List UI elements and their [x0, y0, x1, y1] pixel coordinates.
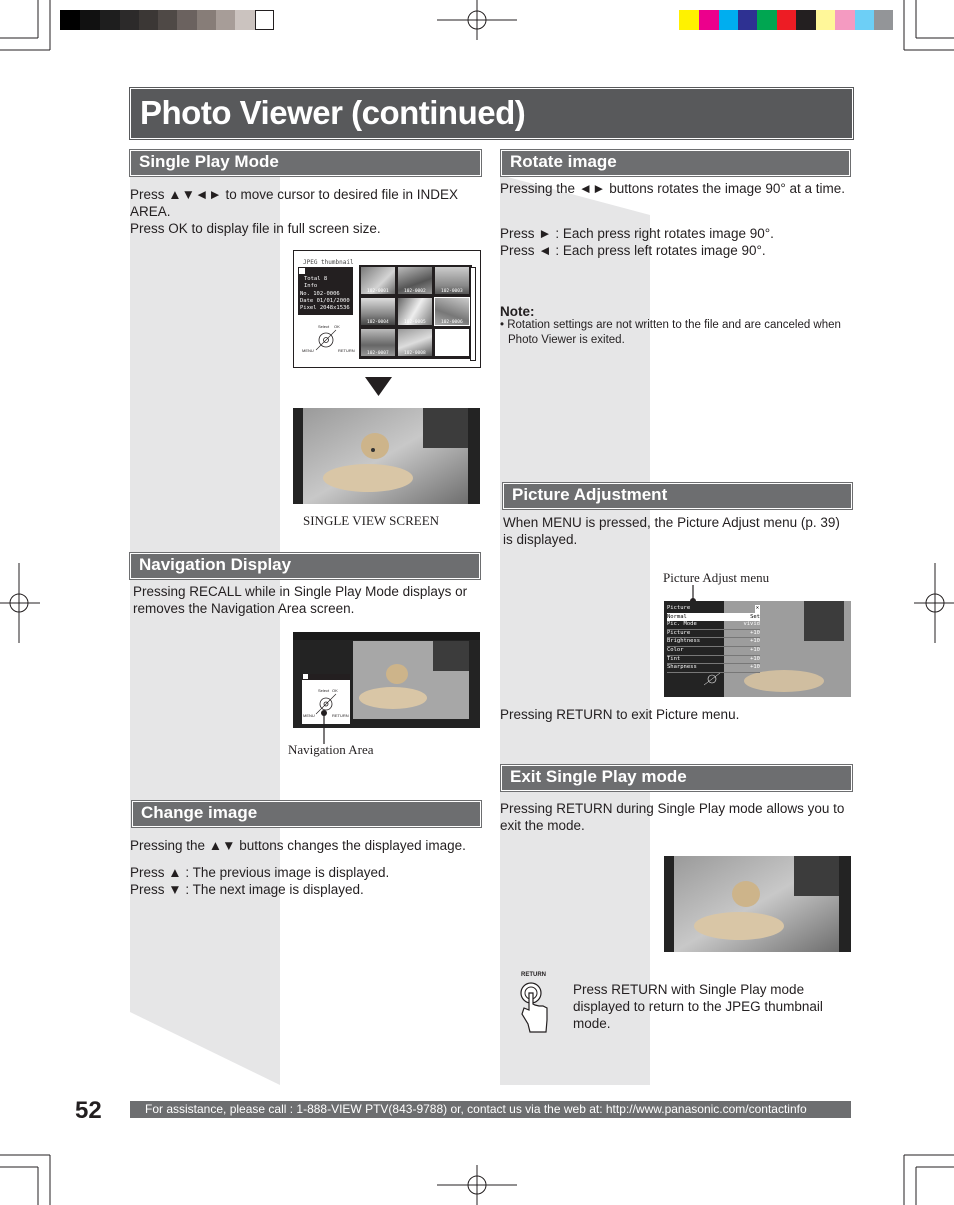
remote-return-label: RETURN [332, 713, 349, 718]
menu-row-value: +10 [750, 638, 760, 645]
remote-nav-diagram [696, 671, 736, 687]
thumbnail-label: 102-0005 [404, 320, 426, 325]
date-value: 01/01/2000 [316, 298, 350, 304]
thumbnail-4[interactable] [361, 298, 395, 325]
menu-row-label: Normal [667, 613, 687, 620]
section-title: Change image [141, 803, 258, 822]
dog-photo-exit [664, 856, 851, 952]
section-rotate-image [501, 150, 850, 176]
menu-row-value: +10 [750, 629, 760, 636]
info-label: Info [304, 283, 318, 289]
dog-photo [293, 408, 480, 504]
navigation-area-pointer [318, 708, 330, 744]
thumbnail-return-screen [664, 856, 851, 952]
thumbnail-2[interactable] [398, 267, 432, 294]
return-button-label: RETURN [521, 972, 546, 978]
rotate-line2: Press ► : Each press right rotates image 90°. [500, 226, 774, 241]
note-text: • Rotation settings are not written to the file and are canceled when Photo Viewer is exited. [500, 319, 841, 346]
single-view-screen [293, 408, 480, 504]
page-header [130, 88, 853, 139]
menu-row-label: Color [667, 646, 684, 653]
no-value: 102-0006 [313, 291, 340, 297]
thumbnail-8[interactable] [398, 329, 432, 356]
picture-menu [667, 605, 760, 673]
thumbnail-7[interactable] [361, 329, 395, 356]
thumbnail-label: 102-0007 [367, 351, 389, 356]
picture-adjust-exit-text: Pressing RETURN to exit Picture menu. [500, 707, 740, 722]
return-button-press-icon[interactable] [516, 980, 552, 1036]
thumbnail-header: JPEG thumbnail [303, 259, 354, 266]
info-panel [298, 267, 353, 315]
remote-return-label: RETURN [338, 348, 355, 353]
rotate-line1: Pressing the ◄► buttons rotates the image 90° at a time. [500, 181, 846, 196]
single-play-line2: Press OK to display file in full screen size. [130, 221, 381, 236]
pixel-value: 2048x1536 [319, 305, 350, 311]
menu-row-label: Tint [667, 655, 681, 662]
remote-ok-label: OK [334, 324, 340, 329]
thumbnail-scrollbar[interactable] [470, 267, 476, 361]
thumbnail-1[interactable] [361, 267, 395, 294]
remote-menu-label: MENU [302, 348, 314, 353]
menu-row-value: +10 [750, 664, 760, 671]
thumbnail-3[interactable] [435, 267, 469, 294]
thumbnail-label: 102-0006 [441, 320, 463, 325]
menu-row[interactable] [667, 621, 760, 630]
thumbnail-label: 102-0008 [404, 351, 426, 356]
thumbnail-label: 102-0004 [367, 320, 389, 325]
single-play-line1: Press ▲▼◄► to move cursor to desired file in INDEX AREA. [130, 187, 459, 219]
picture-adjust-caption: Picture Adjust menu [663, 570, 770, 585]
thumbnail-grid [359, 265, 472, 359]
total-count: Total 8 [304, 276, 328, 282]
menu-row-label: Pic. Mode [667, 621, 697, 628]
thumbnail-label: 102-0003 [441, 289, 463, 294]
section-change-image [132, 801, 481, 827]
remote-select-label: Select [318, 688, 330, 693]
date-label: Date [300, 298, 314, 304]
footer-text: For assistance, please call : 1-888-VIEW PTV(843-9788) or, contact us via the web at: http://www.panasonic.com/contactinfo [145, 1102, 807, 1116]
page-title: Photo Viewer (continued) [140, 94, 526, 131]
folder-icon [303, 674, 308, 679]
section-title: Picture Adjustment [512, 485, 668, 504]
thumbnail-label: 102-0002 [404, 289, 426, 294]
picture-menu-title: Picture [667, 605, 691, 611]
navigation-text: Pressing RECALL while in Single Play Mode displays or removes the Navigation Area screen. [133, 584, 468, 616]
menu-row-value: Set [750, 613, 760, 620]
remote-menu-label: MENU [303, 713, 315, 718]
note-title: Note: [500, 304, 535, 319]
no-label: No. [300, 291, 310, 297]
section-navigation-display [130, 553, 480, 579]
down-arrow-icon [365, 377, 392, 396]
menu-row[interactable] [667, 656, 760, 665]
thumbnail-label: 102-0001 [367, 289, 389, 294]
menu-row-label: Picture [667, 629, 691, 636]
change-image-line3: Press ▼ : The next image is displayed. [130, 882, 364, 897]
menu-row[interactable] [667, 614, 760, 622]
section-picture-adjustment [503, 483, 852, 509]
thumbnail-5[interactable] [398, 298, 432, 325]
pixel-label: Pixel [300, 305, 317, 311]
page-number: 52 [75, 1097, 102, 1124]
section-exit-single-play [501, 765, 852, 791]
single-view-caption: SINGLE VIEW SCREEN [303, 513, 440, 528]
menu-row[interactable] [667, 630, 760, 639]
menu-row[interactable] [667, 647, 760, 656]
thumbnail-empty [435, 329, 469, 356]
menu-row-value: +10 [750, 646, 760, 653]
remote-select-label: Select [318, 324, 330, 329]
jpeg-thumbnail-screen [293, 250, 481, 368]
menu-row[interactable] [667, 638, 760, 647]
close-icon[interactable]: ✕ [755, 605, 759, 611]
return-press-text: Press RETURN with Single Play mode displayed to return to the JPEG thumbnail mode. [573, 982, 823, 1031]
picture-adjust-screen [664, 601, 851, 697]
menu-row-label: Brightness [667, 638, 701, 645]
menu-row-value: vivid [743, 621, 760, 628]
thumbnail-6-selected[interactable] [435, 298, 469, 325]
section-title: Navigation Display [139, 555, 292, 574]
picture-adjust-text: When MENU is pressed, the Picture Adjust menu (p. 39) is displayed. [503, 515, 840, 547]
folder-icon [299, 268, 305, 274]
menu-row-value: +10 [750, 655, 760, 662]
section-title: Rotate image [510, 152, 617, 171]
navigation-area-caption: Navigation Area [288, 742, 374, 757]
change-image-line1: Pressing the ▲▼ buttons changes the displayed image. [130, 838, 466, 853]
remote-ok-label: OK [332, 688, 338, 693]
assistance-footer [130, 1101, 851, 1118]
section-title: Exit Single Play mode [510, 767, 687, 786]
change-image-line2: Press ▲ : The previous image is displayed. [130, 865, 390, 880]
rotate-line3: Press ◄ : Each press left rotates image 90°. [500, 243, 766, 258]
section-title: Single Play Mode [139, 152, 279, 171]
menu-row-label: Sharpness [667, 664, 697, 671]
section-single-play-mode [130, 150, 481, 176]
exit-text: Pressing RETURN during Single Play mode allows you to exit the mode. [500, 801, 845, 833]
